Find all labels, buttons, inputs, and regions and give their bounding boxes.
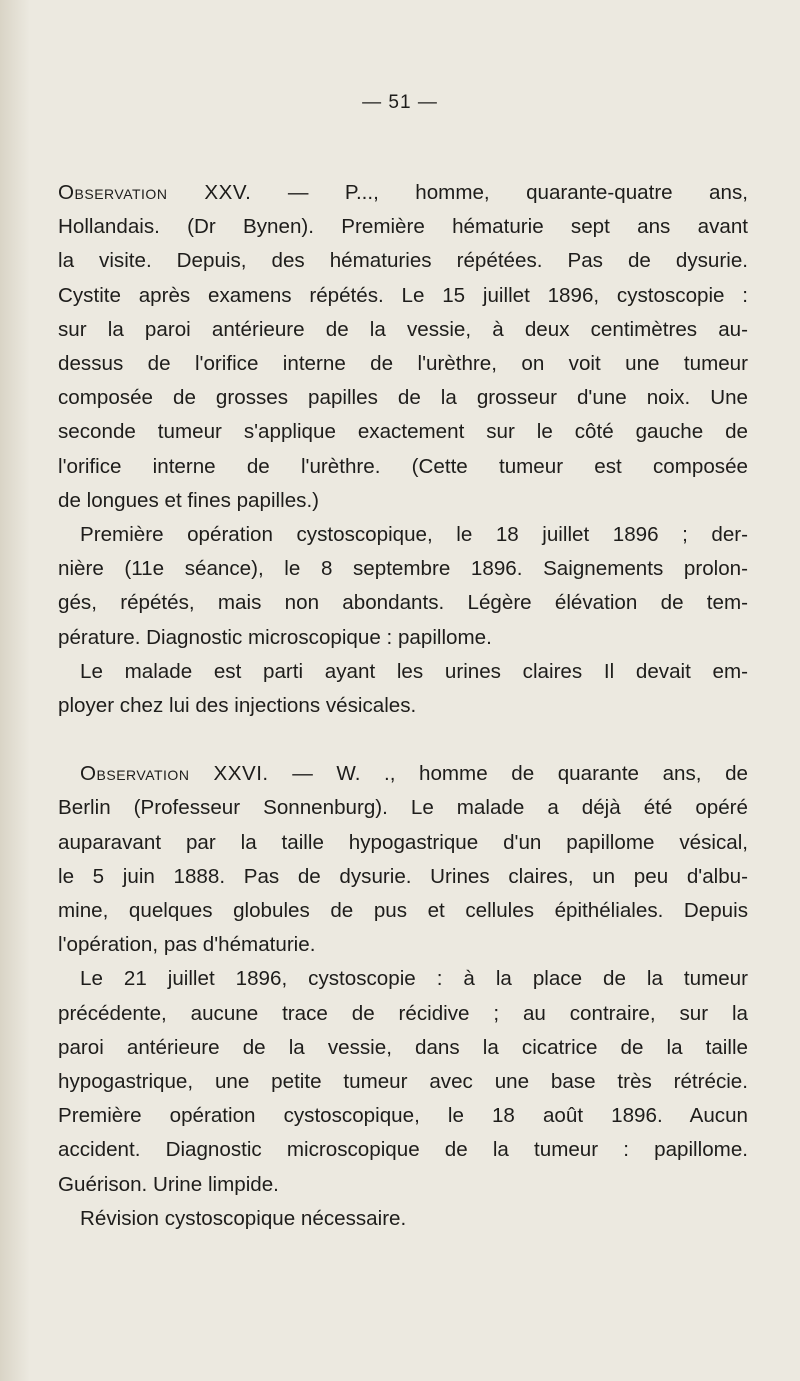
observation-xxvi-heading: Observation XXVI.: [80, 762, 269, 786]
text-line: composée de grosses papilles de la grosseur d'une noix. Une: [58, 386, 748, 410]
text-line: paroi antérieure de la vessie, dans la cicatrice de la taille: [58, 1035, 748, 1059]
text-line: mine, quelques globules de pus et cellules épithéliales. Depuis: [58, 899, 748, 923]
text-line: le 5 juin 1888. Pas de dysurie. Urines claires, un peu d'albu-: [58, 864, 748, 888]
text-line: seconde tumeur s'applique exactement sur le côté gauche de: [58, 420, 748, 444]
text-line: hypogastrique, une petite tumeur avec une base très rétrécie.: [58, 1070, 748, 1094]
text-line: sur la paroi antérieure de la vessie, à deux centimètres au-: [58, 317, 748, 341]
text-line: Première opération cystoscopique, le 18 août 1896. Aucun: [58, 1104, 748, 1128]
text-line: auparavant par la taille hypogastrique d'un papillome vésical,: [58, 830, 748, 854]
page-edge-shadow: [0, 0, 30, 1381]
text-line: Hollandais. (Dr Bynen). Première hématurie sept ans avant: [58, 215, 748, 239]
text-line: l'orifice interne de l'urèthre. (Cette tumeur est composée: [58, 454, 748, 478]
observation-xxvi-line-1: Observation XXVI. — W. ., homme de quarante ans, de: [80, 762, 748, 786]
text-line: Le 21 juillet 1896, cystoscopie : à la place de la tumeur: [80, 967, 748, 991]
text-line: gés, répétés, mais non abondants. Légère élévation de tem-: [58, 591, 748, 615]
text-line: Le malade est parti ayant les urines claires Il devait em-: [80, 659, 748, 683]
observation-xxvi: [58, 757, 748, 1236]
page-number: — 51 —: [362, 92, 438, 113]
text-line: Cystite après examens répétés. Le 15 juillet 1896, cystoscopie :: [58, 283, 748, 307]
text-line: dessus de l'orifice interne de l'urèthre, on voit une tumeur: [58, 352, 748, 376]
text-line: nière (11e séance), le 8 septembre 1896. Saignements prolon-: [58, 557, 748, 581]
observation-xxv: [58, 176, 748, 723]
observation-xxv-line-1: Observation XXV. — P..., homme, quarante-quatre ans,: [58, 181, 748, 204]
text-line: pérature. Diagnostic microscopique : papillome.: [58, 625, 492, 649]
text-line: accident. Diagnostic microscopique de la tumeur : papillome.: [58, 1138, 748, 1162]
text-line: Guérison. Urine limpide.: [58, 1172, 279, 1196]
observation-xxv-heading: Observation XXV.: [58, 181, 252, 204]
text-line: ployer chez lui des injections vésicales.: [58, 694, 417, 718]
text-line: de longues et fines papilles.): [58, 488, 320, 512]
text-line: Première opération cystoscopique, le 18 juillet 1896 ; der-: [80, 523, 748, 547]
document-body: [58, 176, 748, 1236]
text-line: précédente, aucune trace de récidive ; au contraire, sur la: [58, 1001, 748, 1025]
text-line: Révision cystoscopique nécessaire.: [80, 1206, 407, 1230]
text-line: Berlin (Professeur Sonnenburg). Le malade a déjà été opéré: [58, 796, 748, 820]
text-line: l'opération, pas d'hématurie.: [58, 933, 316, 957]
text-line: la visite. Depuis, des hématuries répétées. Pas de dysurie.: [58, 249, 748, 273]
